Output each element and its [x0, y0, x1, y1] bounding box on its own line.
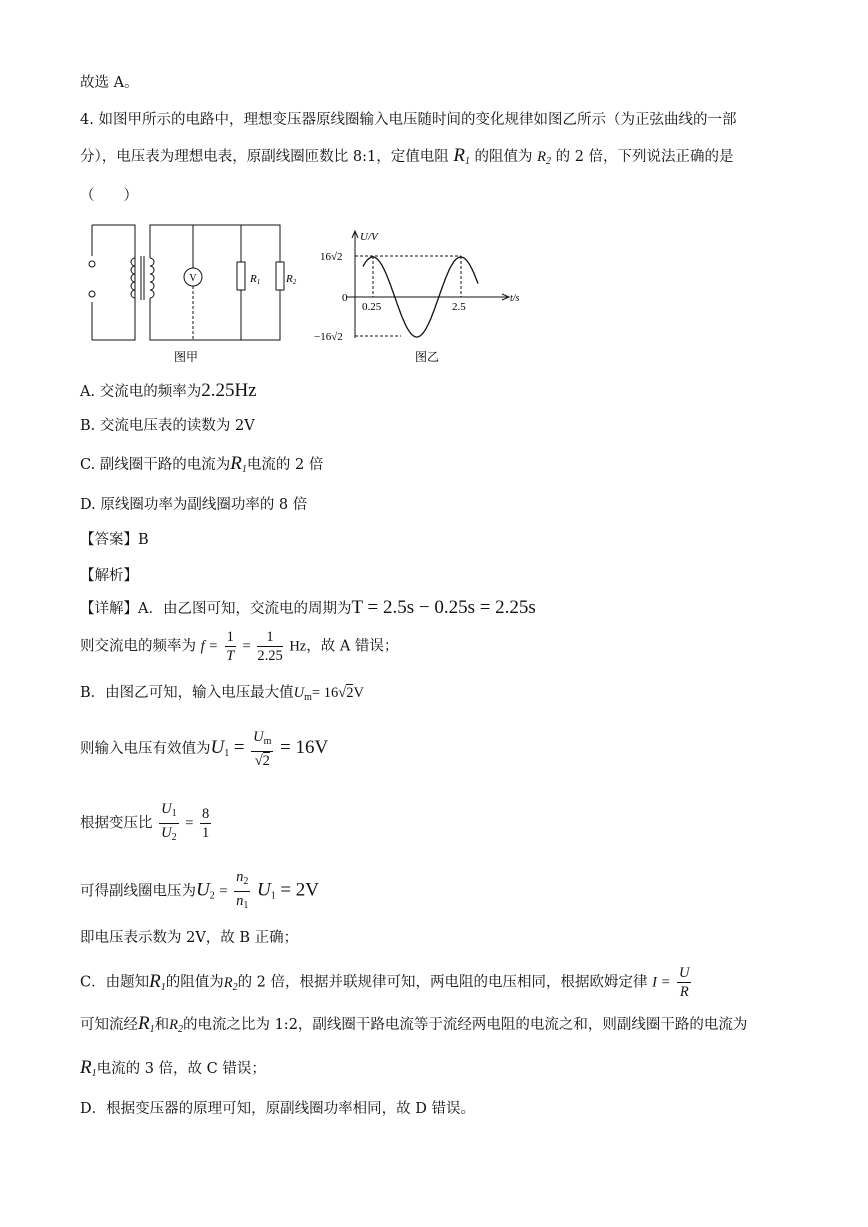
option-c — [80, 454, 323, 480]
solution-d-line1: D．根据变压器的原理可知，原副线圈功率相同，故 D 错误。 — [80, 1101, 475, 1117]
solution-a-line2 — [80, 628, 398, 665]
q-text-part: 的 2 倍，下列说法正确的是 — [555, 149, 734, 165]
frac-num: U — [679, 965, 690, 981]
figure-jia-caption: 图甲 — [173, 350, 199, 364]
option-a-value: 2.25Hz — [201, 380, 257, 401]
sol-text: 可得副线圈电压为 — [80, 883, 196, 900]
u1-sub: 1 — [224, 748, 230, 759]
r1-symbol: $R_1$ — [453, 145, 470, 167]
solution-c-line2 — [80, 1014, 747, 1040]
frac-den: R — [679, 984, 689, 1000]
u1-result: = 16V — [280, 737, 329, 758]
answer-paren: （ ） — [80, 188, 138, 204]
r2-symbol: $R_2$ — [537, 149, 551, 167]
tick-label-t1: 0.25 — [362, 301, 382, 313]
r2-symbol: $R_2$ — [169, 1017, 183, 1035]
option-a — [80, 381, 257, 402]
solution-b-line2: 则输入电压有效值为$U_1$ = $\frac{U_m}{√2}$ = 16V — [80, 729, 329, 769]
um-value: = 16 — [311, 685, 339, 701]
x-axis-label: t/s — [510, 293, 520, 304]
frac-num: 1 — [257, 628, 282, 647]
frac-den: 2 — [262, 753, 270, 769]
circuit-diagram — [80, 216, 310, 366]
sol-text: B．由图乙可知，输入电压最大值 — [80, 685, 294, 701]
frac-num: U — [253, 729, 264, 745]
r2-label: R2 — [286, 273, 297, 286]
frac-num: n — [236, 869, 244, 885]
r1-symbol: $R_1$ — [138, 1013, 155, 1035]
q-text-part: 分），电压表为理想电表，原副线圈匝数比 8:1，定值电阻 — [80, 149, 449, 165]
um-sub: m — [304, 692, 312, 703]
option-c-text: 电流的 2 倍 — [246, 457, 324, 473]
equals-sign: = — [242, 638, 251, 655]
previous-answer: 故选 A。 — [80, 75, 139, 91]
um-symbol: U — [293, 685, 305, 701]
sol-text: 可知流经 — [80, 1017, 138, 1033]
solution-b-line1: B．由图乙可知，输入电压最大值$U_m= 16√2V$ — [80, 685, 364, 703]
fraction-8-over-1 — [200, 805, 211, 842]
fraction-1-over-T — [225, 628, 236, 665]
solution-c-line1 — [80, 964, 693, 1001]
solution-a-line1 — [80, 598, 536, 619]
option-a-text: A. 交流电的频率为 — [80, 384, 202, 400]
frac-den: U — [161, 825, 172, 841]
sol-text: 电流的 3 倍，故 C 错误； — [96, 1061, 266, 1077]
sol-text: 的阻值为 — [165, 974, 224, 991]
solution-b-line4: 可得副线圈电压为$U_2$ = $\frac{n_2}{n_1}$ $U_1 = 2V$ — [80, 868, 319, 915]
frac-num-sub: m — [263, 736, 272, 747]
sol-text: 【详解】A．由乙图可知，交流电的周期为 — [80, 601, 352, 617]
option-d: D. 原线圈功率为副线圈功率的 8 倍 — [80, 497, 308, 513]
r2-symbol: $R_2$ — [223, 974, 238, 993]
frac-den: 2.25 — [257, 648, 283, 664]
sol-text: 根据变压比 — [80, 815, 153, 832]
sol-text: ，故 A 错误； — [306, 638, 399, 655]
answer-label: 【答案】B — [80, 532, 149, 548]
sol-text: 则输入电压有效值为 — [80, 741, 211, 757]
r1-symbol: $R_1$ — [230, 453, 247, 475]
origin-label: 0 — [342, 292, 348, 304]
figure-yi-caption: 图乙 — [414, 350, 440, 364]
voltmeter-label: V — [189, 273, 197, 284]
solution-c-line3 — [80, 1058, 266, 1084]
sqrt-arg: 2 — [346, 685, 354, 701]
sol-text: C．由题知 — [80, 974, 150, 991]
fraction-u-over-r — [677, 964, 691, 1001]
frac-num: U — [161, 801, 172, 817]
sol-text: 和 — [154, 1017, 170, 1033]
solution-b-line5: 即电压表示数为 2V，故 B 正确； — [80, 930, 299, 946]
option-c-text: C. 副线圈干路的电流为 — [80, 457, 231, 473]
fraction-n2-over-n1: $\frac{n_2}{n_1}$ — [236, 869, 249, 911]
frac-num: 1 — [226, 629, 234, 645]
y-min-label: −16√2 — [314, 331, 343, 343]
fraction-um-over-root2: $\frac{U_m}{√2}$ — [253, 729, 272, 769]
sol-text: 的 2 倍，根据并联规律可知，两电阻的电压相同，根据欧姆定律 — [237, 974, 648, 991]
u2-symbol: U — [196, 879, 210, 901]
fraction-u1-over-u2: $\frac{U_1}{U_2}$ — [161, 801, 177, 843]
option-b: B. 交流电压表的读数为 2V — [80, 418, 255, 434]
frac-num: 8 — [202, 806, 210, 822]
tick-label-t2: 2.5 — [452, 301, 466, 313]
question-text-2 — [80, 146, 734, 172]
period-expression: T = 2.5s − 0.25s = 2.25s — [351, 597, 536, 618]
frac-den: n — [236, 893, 244, 909]
q-text-part: 的阻值为 — [474, 149, 533, 165]
unit-v: V — [353, 685, 364, 701]
ohm-i: I = — [652, 974, 671, 991]
sol-text: 则交流电的频率为 — [80, 638, 196, 655]
y-max-label: 16√2 — [320, 251, 343, 263]
r1-symbol: $R_1$ — [149, 970, 166, 993]
r1-label: R1 — [250, 273, 261, 286]
freq-symbol: f = — [200, 638, 219, 655]
sol-text: 的电流之比为 1:2，副线圈干路电流等于流经两电阻的电流之和，则副线圈干路的电流为 — [182, 1017, 748, 1033]
u2-result: = 2V — [280, 879, 320, 901]
voltage-graph — [312, 218, 537, 368]
solution-b-line3: 根据变压比 $\frac{U_1}{U_2}$ = $\frac{8}{1}$ — [80, 800, 213, 847]
frac-den: 1 — [202, 825, 210, 841]
analysis-title: 【解析】 — [80, 568, 138, 584]
frac-den: T — [226, 648, 235, 664]
fraction-1-over-2-25 — [257, 628, 282, 665]
y-axis-label: U/V — [360, 231, 378, 243]
question-text-1: 4. 如图甲所示的电路中，理想变压器原线圈输入电压随时间的变化规律如图乙所示（为正弦曲线的一部 — [80, 112, 737, 128]
r1-symbol: $R_1$ — [80, 1057, 97, 1079]
freq-unit: Hz — [289, 638, 307, 655]
u1-symbol: U — [210, 737, 225, 758]
